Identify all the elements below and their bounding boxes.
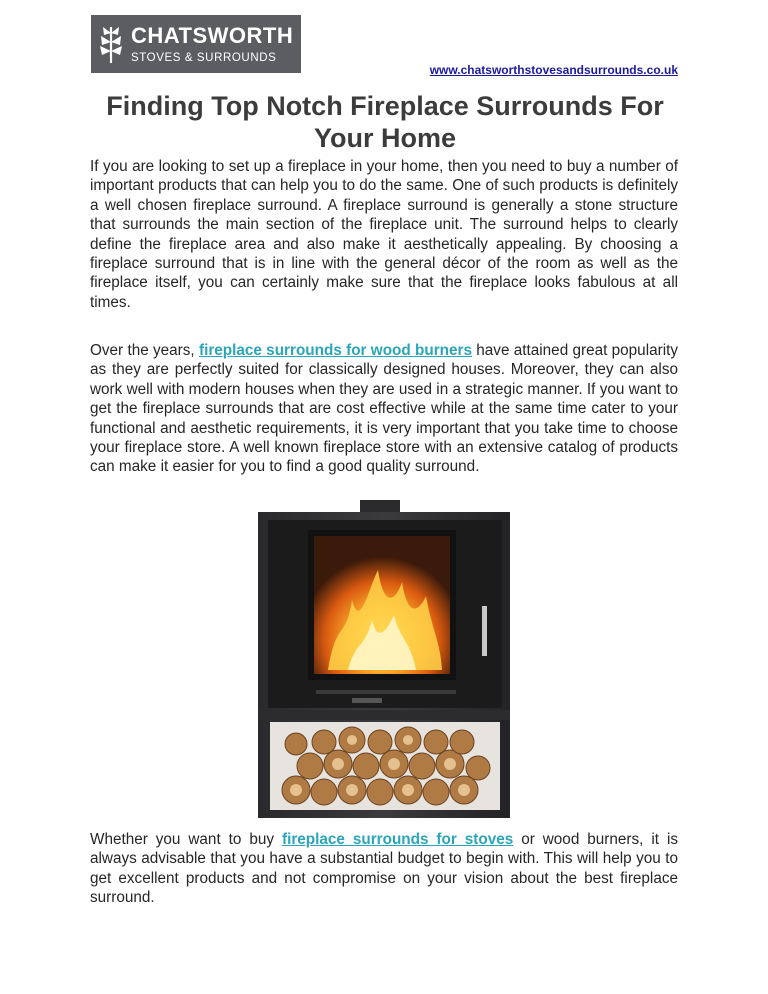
tree-leaf-icon [91,15,131,73]
logo-brand-text: CHATSWORTH [131,22,294,48]
website-link[interactable]: www.chatsworthstovesandsurrounds.co.uk [429,63,678,77]
article-title: Finding Top Notch Fireplace Surrounds For Your Home [106,91,664,153]
wood-burners-link[interactable]: fireplace surrounds for wood burners [198,342,472,359]
paragraph-text: Whether you want to buy [90,831,282,848]
paragraph-intro: If you are looking to set up a fireplace in your home, then you need to buy a number of important products that can help you to do the same. One of such products is definitely a well chosen fireplace surround. A fireplace surround is generally a stone structure that surrounds the main section of the fireplace unit. The surround helps to clearly define the fireplace area and also make it aesthetically appealing. By choosing a fireplace surround that is in line with the general décor of the room as well as the fireplace itself, you can certainly make sure that the fireplace looks fabulous at all times. [90,158,678,311]
paragraph-text: or wood burners, it is always advisable that you have a substantial budget to begin with. This will help you to get excellent products and not compromise on your vision about the best fireplace surround. [90,831,678,907]
paragraph-text: Over the years, [90,342,199,359]
company-logo [91,15,301,73]
logo-tagline: STOVES & SURROUNDS [131,51,277,64]
paragraph-stoves [90,830,678,908]
paragraph-text: have attained great popularity as they are perfectly suited for classically designed houses. Moreover, they can also work well with modern houses when they are used in a strategic manner. If you want to get the fireplace surrounds that are cost effective while at the same time cater to your functional and aesthetic requirements, it is very important that you take time to choose your fireplace store. A well known fireplace store with an extensive catalog of products can make it easier for you to find a good quality surround. [90,342,678,476]
wood-burning-stove-image [256,500,512,818]
paragraph-wood-burners [90,341,678,477]
stoves-link[interactable]: fireplace surrounds for stoves [281,831,514,848]
